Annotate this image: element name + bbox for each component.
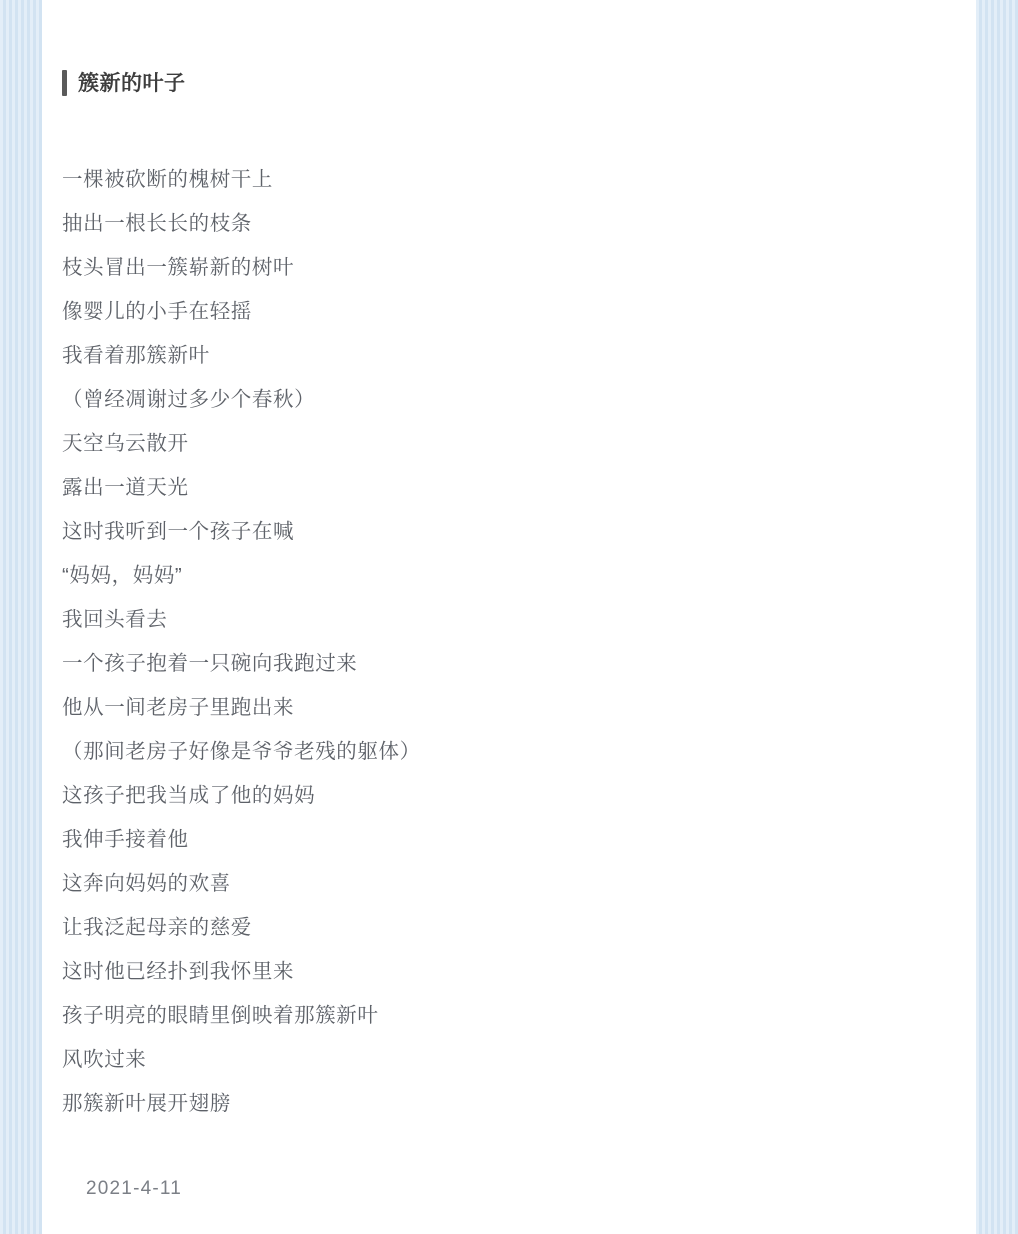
poem-line: 我看着那簇新叶 bbox=[62, 344, 210, 367]
poem-line: 这时他已经扑到我怀里来 bbox=[62, 960, 295, 983]
poem-line: 像婴儿的小手在轻摇 bbox=[62, 300, 252, 323]
poem-line: 风吹过来 bbox=[62, 1048, 147, 1071]
poem-line: 那簇新叶展开翅膀 bbox=[62, 1092, 231, 1115]
poem-line: （曾经凋谢过多少个春秋） bbox=[62, 388, 316, 411]
poem-line: 一棵被砍断的槐树干上 bbox=[62, 168, 273, 191]
poem-body bbox=[62, 158, 942, 1126]
right-decorative-margin bbox=[976, 0, 1018, 1234]
left-decorative-margin bbox=[0, 0, 42, 1234]
poem-line: “妈妈，妈妈” bbox=[62, 564, 183, 587]
poem-line: 他从一间老房子里跑出来 bbox=[62, 696, 295, 719]
poem-line: （那间老房子好像是爷爷老残的躯体） bbox=[62, 740, 421, 763]
title-text: 簇新的叶子 bbox=[78, 71, 186, 95]
poem-line: 让我泛起母亲的慈爱 bbox=[62, 916, 252, 939]
poem-line: 抽出一根长长的枝条 bbox=[62, 212, 252, 235]
poem-line: 天空乌云散开 bbox=[62, 432, 189, 455]
title-accent-bar bbox=[62, 70, 67, 96]
poem-line: 露出一道天光 bbox=[62, 476, 189, 499]
poem-line: 枝头冒出一簇崭新的树叶 bbox=[62, 256, 295, 279]
document-body bbox=[42, 0, 976, 1234]
poem-line: 一个孩子抱着一只碗向我跑过来 bbox=[62, 652, 358, 675]
content-sheet bbox=[42, 0, 976, 1234]
poem-line: 这时我听到一个孩子在喊 bbox=[62, 520, 295, 543]
publish-date: 2021-4-11 bbox=[86, 1178, 183, 1199]
poem-line: 孩子明亮的眼睛里倒映着那簇新叶 bbox=[62, 1004, 379, 1027]
page-title bbox=[62, 70, 186, 96]
poem-line: 这奔向妈妈的欢喜 bbox=[62, 872, 231, 895]
poem-line: 这孩子把我当成了他的妈妈 bbox=[62, 784, 316, 807]
poem-line: 我回头看去 bbox=[62, 608, 168, 631]
poem-line: 我伸手接着他 bbox=[62, 828, 189, 851]
